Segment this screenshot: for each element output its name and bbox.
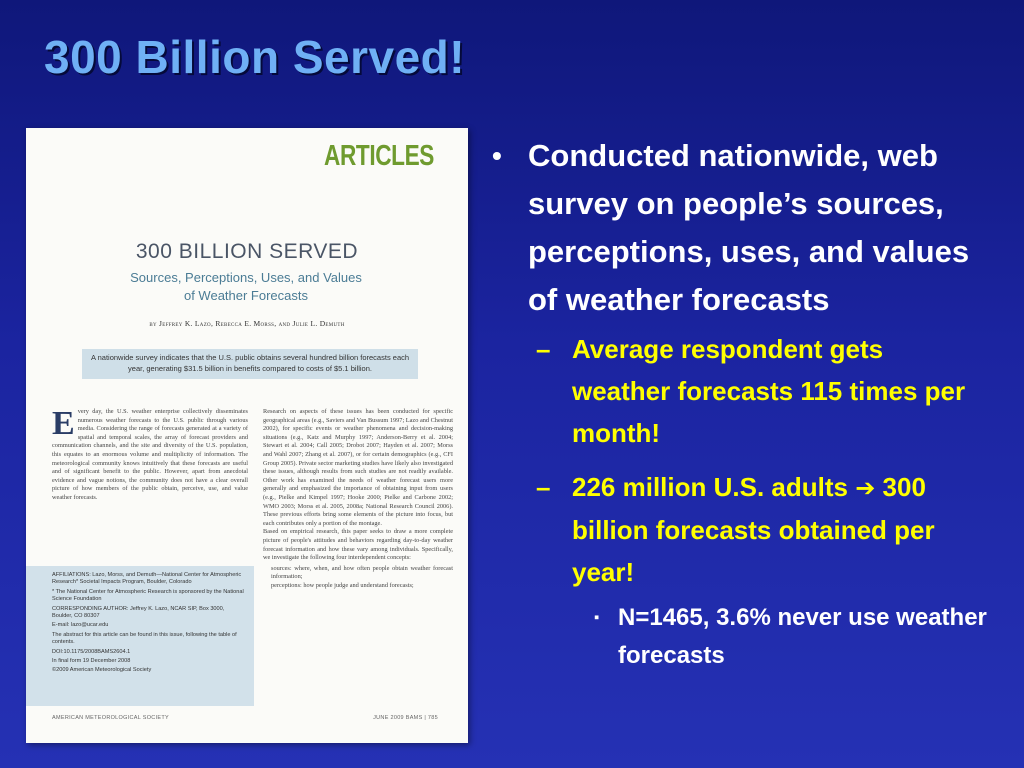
doi: DOI:10.1175/2008BAMS2604.1 [52,648,131,655]
concept-item: • sources: where, when, and how often people obtain weather forecast information; [271,565,453,582]
square-bullet-icon: ▪ [594,609,600,626]
concept-list [263,565,453,591]
toc-note: The abstract for this article can be found in this issue, following the table of contents. [52,631,237,646]
concept-item: • perceptions: how people judge and understand forecasts; [271,582,453,591]
slide-title: 300 Billion Served! [44,31,466,83]
sub-bullet-adults [488,466,988,593]
corresponding-author: CORRESPONDING AUTHOR: Jeffrey K. Lazo, NCAR SIP, Box 3000, Boulder, CO 80307 [52,605,225,620]
drop-cap: E [52,408,75,442]
copyright: ©2009 American Meteorological Society [52,667,152,674]
sub-sub-bullet-text: N=1465, 3.6% never use weather forecasts [618,604,987,669]
email: E-mail: lazo@ucar.edu [52,622,109,629]
article-authors: by Jeffrey K. Lazo, Rebecca E. Morss, and Julie L. Demuth [149,319,345,328]
sub-bullet-adults-text: 226 million U.S. adults [572,472,848,502]
bullet-marker: • [492,140,502,171]
article-section-label: ARTICLES [324,140,434,172]
bullet-main [488,132,988,324]
final-form: In final form 19 December 2008 [52,658,131,665]
article-title: 300 BILLION SERVED [135,240,359,263]
ncar-note: * The National Center for Atmospheric Research is sponsored by the National Science Foundation [52,588,244,603]
right-column-paragraph-1: Research on aspects of these issues has been conducted for specific geographical areas (e.g., Saviers and Van Bussum 1997; Lazo and Chestnut 2002), for specific events or weather phenomena and decision-making situations (e.g., Katz and Murphy 1997; Anderson-Berry et al. 2004; Stewart et al. 2004; Call 2005; Drobot 2007; Hayden et al. 2007; Morss and Wahl 2007; Zhang et al. 2007), or for certain demographics (e.g., CFI Group 2005). Private sector marketing studies have likely also investigated these issues, although results from such studies are not readily available. Other work has examined the needs of weather forecast users more generally and emphasized the importance of obtaining input from users (e.g., Pielke and Kimpel 1997; Hooke 2000; Pielke and Carbone 2002; WMO 2003; Morss et al. 2005, 2008a; National Research Council 2006). These previous efforts bring some elements of the picture into focus, but each contributes only a portion of the montage. [263,408,453,527]
right-arrow-icon: ➔ [855,474,876,502]
sub-sub-bullet [488,599,988,675]
article-abstract: A nationwide survey indicates that the U.S. public obtains several hundred billion forecasts each year, generating $31.5 billion in benefits compared to costs of $5.1 billion. [82,349,418,379]
article-footer [52,715,438,721]
bullet-main-text: Conducted nationwide, web survey on people’s sources, perceptions, uses, and values of weather forecasts [528,138,970,317]
article-left-column [52,408,248,564]
affiliations-box [26,566,254,706]
sub-bullet-marker: – [536,472,551,502]
footer-society: AMERICAN METEOROLOGICAL SOCIETY [52,715,169,721]
sub-bullet-respondent-text: Average respondent gets weather forecasts 115 times per month! [572,334,966,448]
article-right-column [263,408,453,706]
bullet-list [488,132,988,675]
right-column-paragraph-2: Based on empirical research, this paper seeks to draw a more complete picture of people's attitudes and behaviors regarding day-to-day weather forecast information and how these vary among individuals. Specifically, we investigate the following four interdependent concepts: [263,528,453,562]
article-subtitle-line1: Sources, Perceptions, Uses, and Values [130,270,362,285]
affiliations: AFFILIATIONS: Lazo, Morss, and Demuth—National Center for Atmospheric Research* Societal Impacts Program, Boulder, Colorado [52,572,242,586]
article-subtitle-line2: of Weather Forecasts [183,288,309,303]
article-subtitle [86,269,406,305]
sub-bullet-marker: – [536,334,551,364]
sub-bullet-forecasts-text: 300 billion forecasts obtained per year! [572,472,935,587]
article-page-image [26,128,468,743]
sub-bullet-respondent [488,328,988,454]
left-column-text: very day, the U.S. weather enterprise collectively disseminates numerous weather forecasts to the U.S. public through various media. Considering the range of forecasts generated at a variety of spatial and temporal scales, the array of forecast providers and communication channels, and the site and diversity of the U.S. population, this equates to an enormous volume and multiplicity of information. The meteorological community knows intuitively that these forecasts are useful and of significant benefit to the public. However, apart from anecdotal evidence and vague notions, the community does not have a clear overall picture of how members of the public obtain, perceive, use, and value weather forecasts. [52,408,248,501]
footer-page: JUNE 2009 BAMS | 785 [373,715,438,721]
